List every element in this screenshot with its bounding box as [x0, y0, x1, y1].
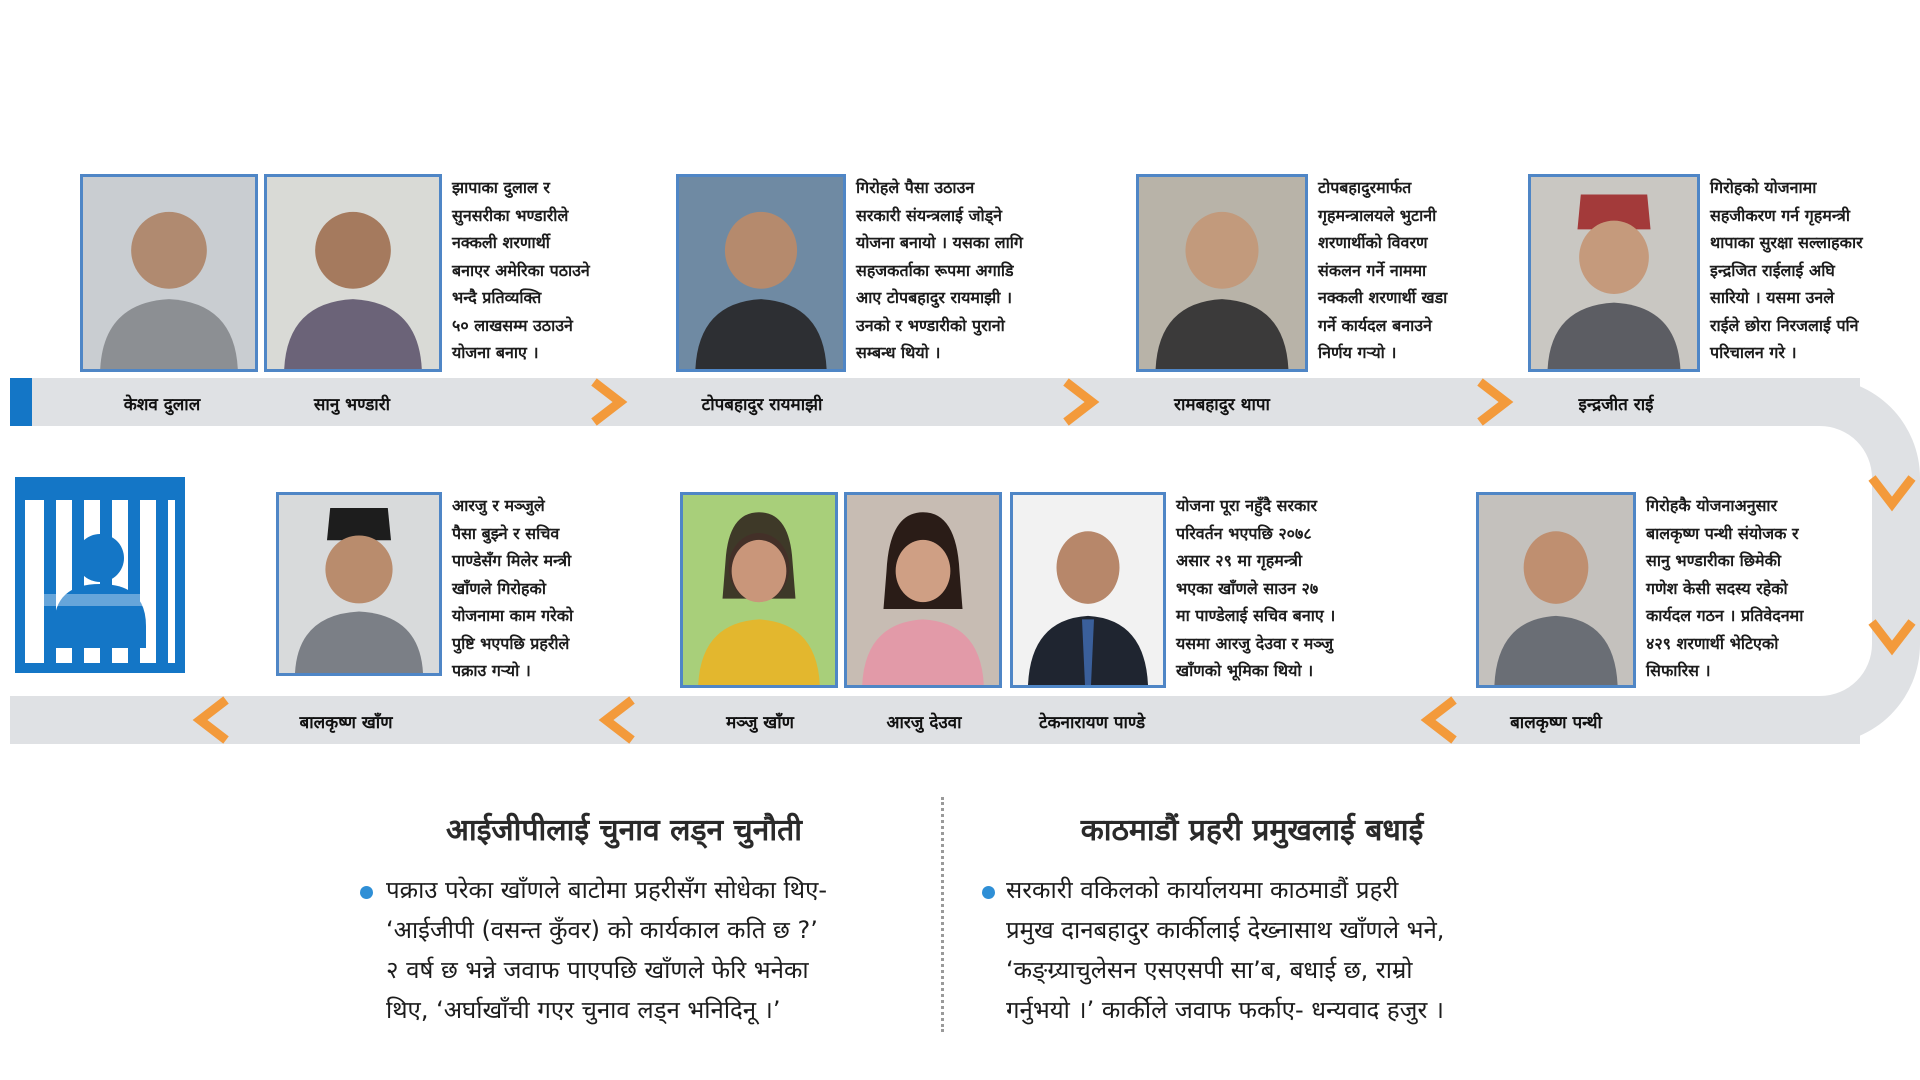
timeline-description: टोपबहादुरमार्फत गृहमन्त्रालयले भुटानी शरणार्थीको विवरण संकलन गर्ने नाममा नक्कली शरणार्थी खडा गर्ने कार्यदल बनाउने निर्णय गर्‍यो ।	[1318, 178, 1448, 362]
portrait-icon	[279, 495, 439, 673]
timeline-description: गिरोहले पैसा उठाउन सरकारी संयन्त्रलाई जोड्ने योजना बनायो । यसका लागि सहजकर्ताका रूपमा अगाडि आए टोपबहादुर रायमाझी । उनको र भण्डारीको पुरानो सम्बन्ध थियो ।	[856, 178, 1023, 362]
chevron-right-icon	[588, 378, 628, 426]
person-name: बालकृष्ण खाँण	[299, 713, 393, 733]
photo-teknarayan-pandey	[1010, 492, 1166, 688]
left-section-body: पक्राउ परेका खाँणले बाटोमा प्रहरीसँग सोधेका थिए- ‘आईजीपी (वसन्त कुँवर) को कार्यकाल कति छ ?’ २ वर्ष छ भन्ने जवाफ पाएपछि खाँणले फेरि भनेका थिए, ‘अर्घाखाँची गएर चुनाव लड्न भनिदिनू ।’	[386, 876, 828, 1024]
portrait-icon	[847, 495, 999, 685]
chevron-down-icon	[1868, 616, 1916, 656]
timeline-description: आरजु र मञ्जुले पैसा बुझ्ने र सचिव पाण्डेसँग मिलेर मन्त्री खाँणले गिरोहको योजनामा काम गरेको पुष्टि भएपछि प्रहरीले पक्राउ गर्‍यो ।	[452, 496, 574, 680]
bullet-icon	[982, 886, 995, 899]
right-section-body: सरकारी वकिलको कार्यालयमा काठमाडौं प्रहरी प्रमुख दानबहादुर कार्कीलाई देख्नासाथ खाँणले भने, ‘कङ्ग्र्याचुलेसन एसएसपी सा’ब, बधाई छ, राम्रो गर्नुभयो ।’ कार्कीले जवाफ फर्काए- धन्यवाद हजुर ।	[1006, 876, 1445, 1024]
person-name: सानु भण्डारी	[313, 395, 391, 415]
chevron-left-icon	[598, 696, 638, 744]
chevron-left-icon	[192, 696, 232, 744]
person-name: बालकृष्ण पन्थी	[1510, 713, 1602, 733]
portrait-icon	[683, 495, 835, 685]
chevron-right-icon	[1474, 378, 1514, 426]
person-name: रामबहादुर थापा	[1174, 395, 1270, 415]
timeline-description: गिरोहको योजनामा सहजीकरण गर्न गृहमन्त्री थापाका सुरक्षा सल्लाहकार इन्द्रजित राईलाई अघि सारियो । यसमा उनले राईले छोरा निरजलाई पनि परिचालन गरे ।	[1710, 178, 1863, 362]
portrait-icon	[1013, 495, 1163, 685]
portrait-icon	[1139, 177, 1305, 369]
portrait-icon	[267, 177, 439, 369]
timeline-description: झापाका दुलाल र सुनसरीका भण्डारीले नक्कली शरणार्थी बनाएर अमेरिका पठाउने भन्दै प्रतिव्यक्ति ५० लाखसम्म उठाउने योजना बनाए ।	[452, 178, 590, 362]
photo-rambahadur-thapa	[1136, 174, 1308, 372]
chevron-right-icon	[1060, 378, 1100, 426]
jail-icon	[14, 476, 186, 674]
photo-indrajit-rai	[1528, 174, 1700, 372]
person-name: केशव दुलाल	[123, 395, 201, 415]
person-name: टोपबहादुर रायमाझी	[701, 395, 823, 415]
portrait-icon	[83, 177, 255, 369]
left-section-headline: आईजीपीलाई चुनाव लड्न चुनौती	[446, 813, 802, 848]
photo-arzu-deuba	[844, 492, 1002, 688]
timeline-description: योजना पूरा नहुँदै सरकार परिवर्तन भएपछि २०७८ असार २९ मा गृहमन्त्री भएका खाँणले साउन २७ मा पाण्डेलाई सचिव बनाए । यसमा आरजु देउवा र मञ्जु खाँणको भूमिका थियो ।	[1176, 496, 1336, 680]
person-name: आरजु देउवा	[886, 713, 962, 733]
section-divider	[941, 797, 944, 1032]
person-name: मञ्जु खाँण	[726, 713, 794, 733]
portrait-icon	[1531, 177, 1697, 369]
bullet-icon	[360, 886, 373, 899]
photo-balkrishna-khand	[276, 492, 442, 676]
photo-topbahadur-rayamajhi	[676, 174, 846, 372]
right-section-headline: काठमाडौं प्रहरी प्रमुखलाई बधाई	[1080, 813, 1424, 848]
photo-sanu-bhandari	[264, 174, 442, 372]
timeline-description: गिरोहकै योजनाअनुसार बालकृष्ण पन्थी संयोजक र सानु भण्डारीका छिमेकी गणेश केसी सदस्य रहेको कार्यदल गठन । प्रतिवेदनमा ४२९ शरणार्थी भेटिएको सिफारिस ।	[1646, 496, 1804, 680]
portrait-icon	[1479, 495, 1633, 685]
person-name: इन्द्रजीत राई	[1578, 395, 1654, 415]
photo-balkrishna-panthi	[1476, 492, 1636, 688]
chevron-left-icon	[1420, 696, 1460, 744]
photo-manju-khand	[680, 492, 838, 688]
person-name: टेकनारायण पाण्डे	[1038, 713, 1146, 733]
timeline-start-marker	[10, 378, 32, 426]
chevron-down-icon	[1868, 472, 1916, 512]
photo-keshav-dulal	[80, 174, 258, 372]
portrait-icon	[679, 177, 843, 369]
